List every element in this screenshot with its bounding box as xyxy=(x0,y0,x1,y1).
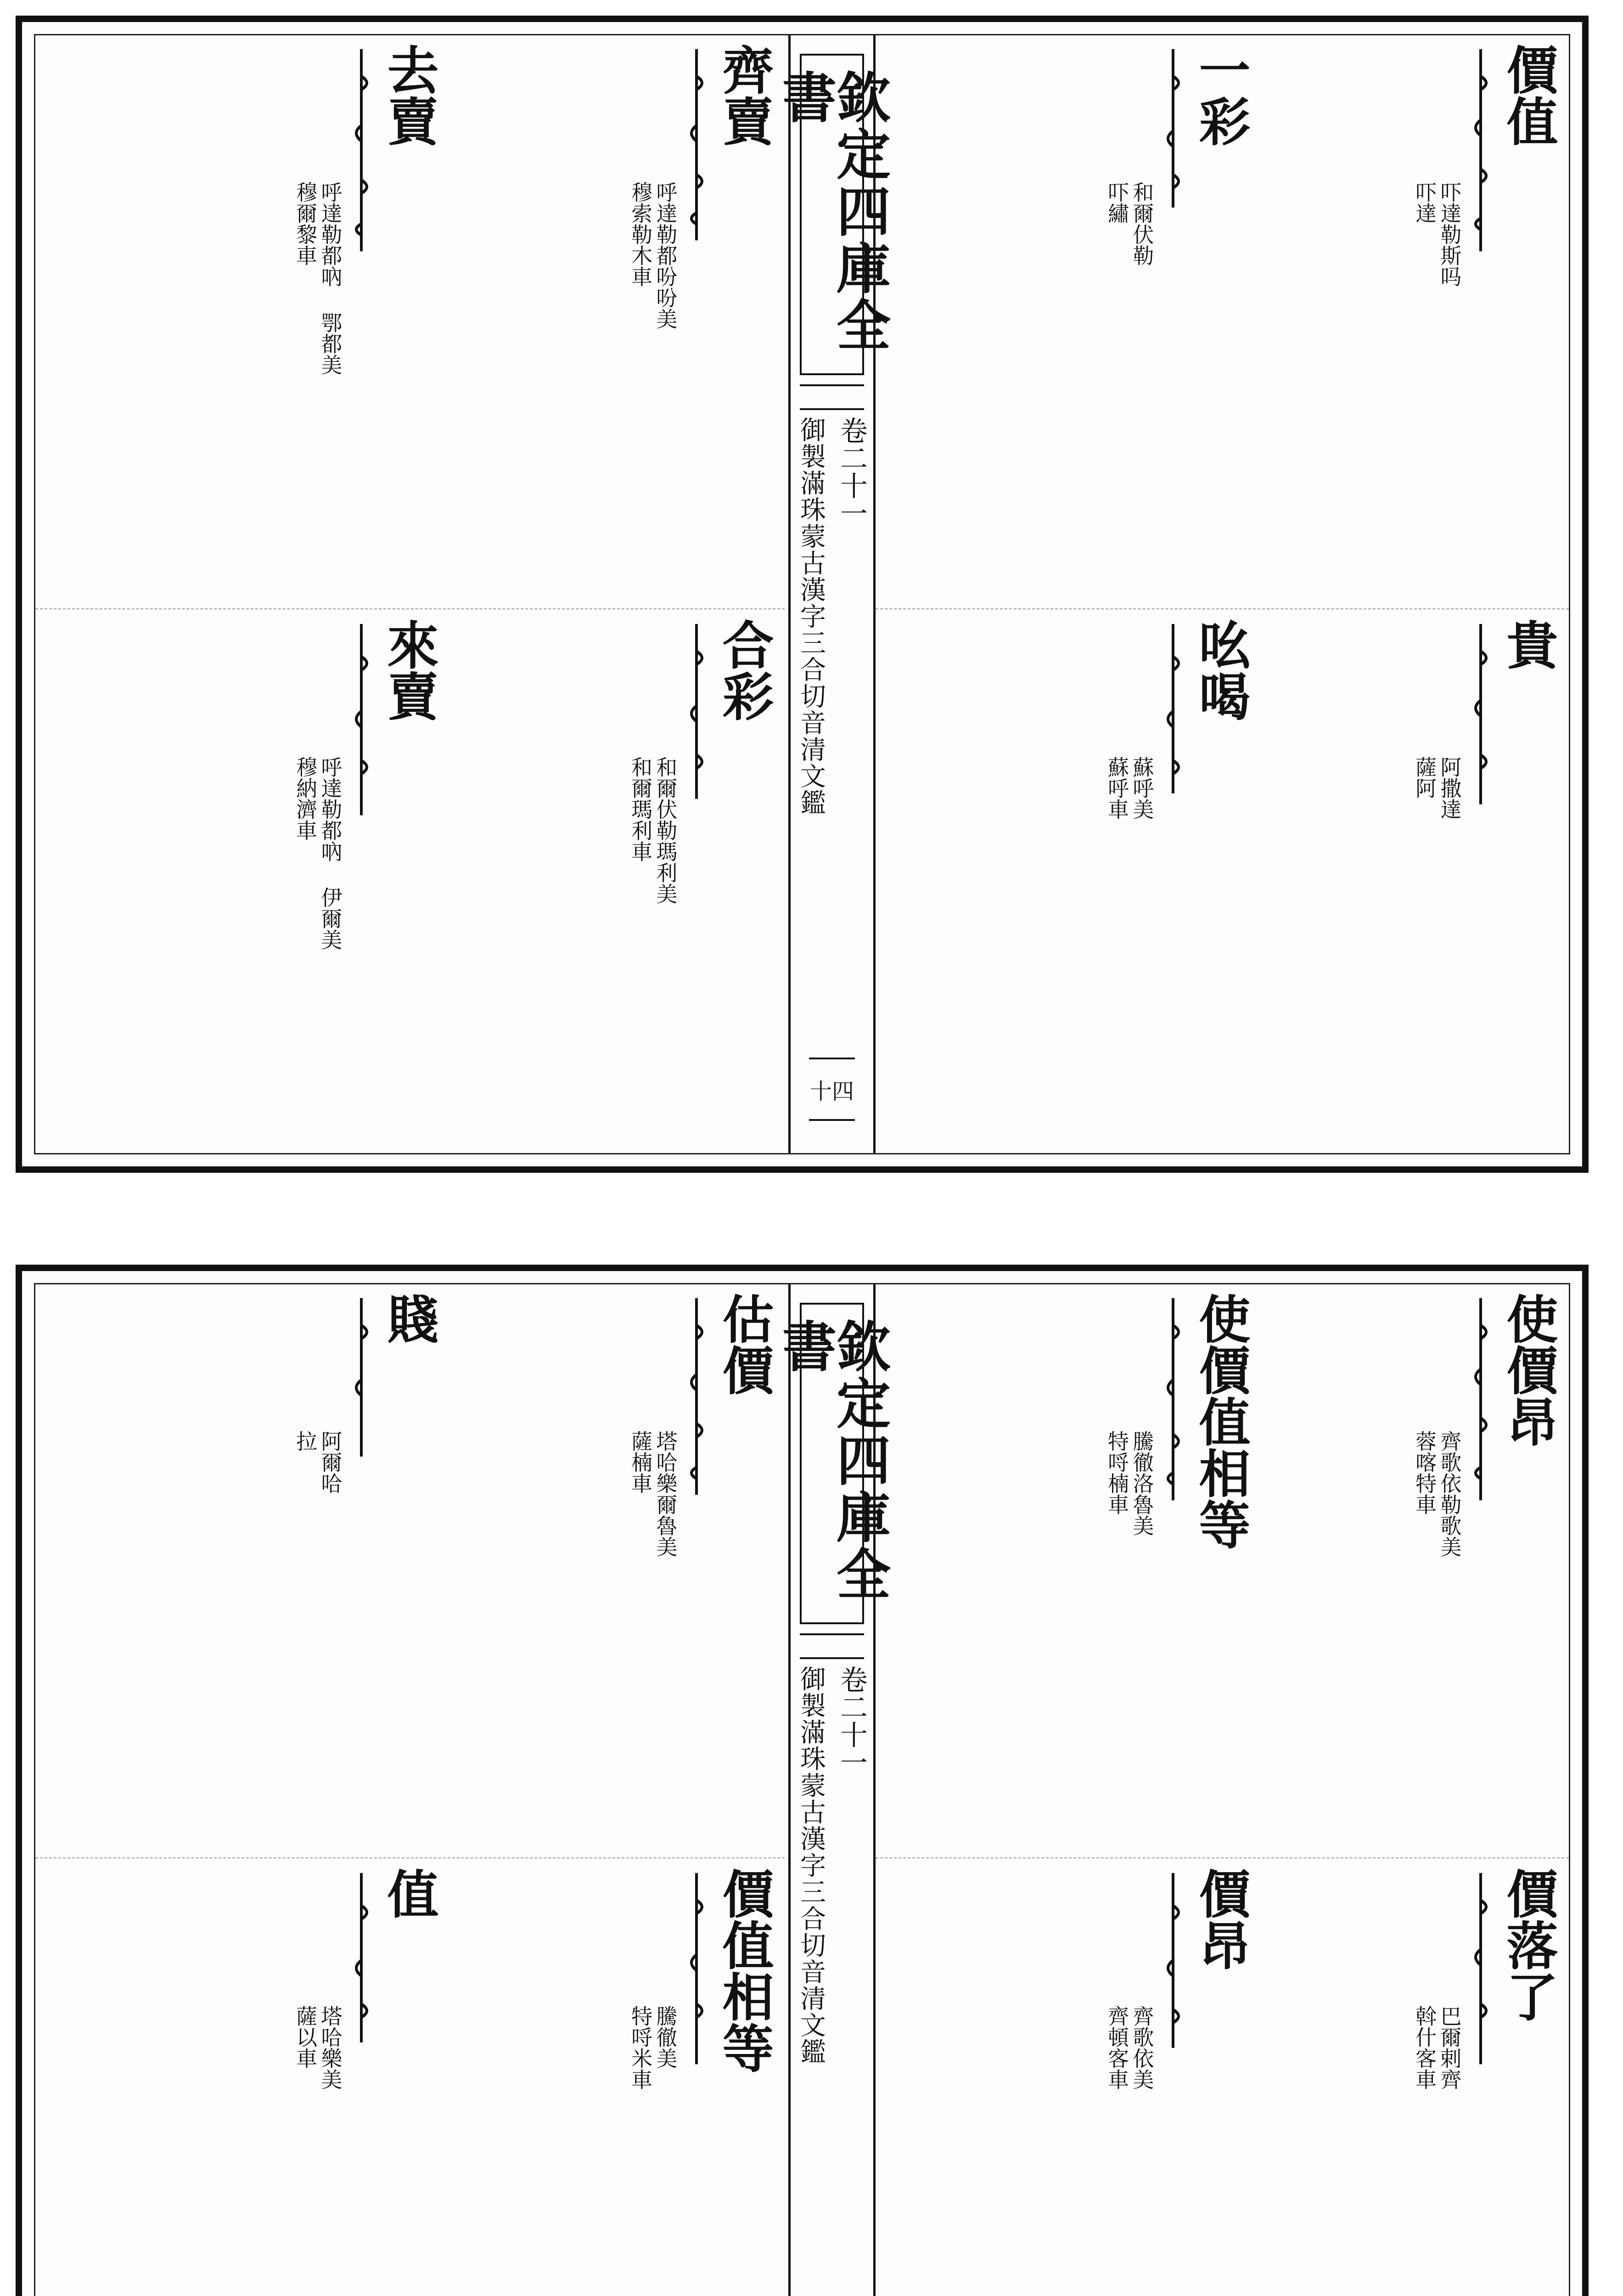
gloss-column xyxy=(629,1293,677,1839)
entry xyxy=(628,44,774,590)
transliteration: 塔哈樂美 xyxy=(318,2005,343,2090)
transliteration: 特哷米車 xyxy=(628,2005,653,2090)
register-divider xyxy=(876,1857,1569,1858)
transliteration: 和爾瑪利車 xyxy=(628,756,653,862)
headword: 齊賣 xyxy=(714,44,774,146)
gloss-column xyxy=(1414,44,1461,590)
manchu-script xyxy=(683,619,710,1165)
manchu-script xyxy=(1467,1293,1494,1839)
gloss-column xyxy=(1106,1293,1153,1839)
register-divider xyxy=(35,608,785,609)
manchu-script xyxy=(1467,44,1494,590)
gloss-column xyxy=(294,619,342,1165)
entry xyxy=(628,619,774,1165)
running-title-box xyxy=(773,54,891,375)
transliteration: 呼達勒都吩吩美 xyxy=(653,181,678,329)
page-number: 十四 xyxy=(809,1058,855,1121)
transliteration: 和爾伏勒瑪利美 xyxy=(653,756,678,904)
subtitle-block xyxy=(797,1666,867,2240)
gloss-column xyxy=(1106,44,1153,590)
headword: 價昂 xyxy=(1191,1868,1251,1970)
left-half-bottom xyxy=(35,1284,785,2296)
transliteration: 阿爾哈 xyxy=(318,1430,343,1494)
gloss-column xyxy=(1106,619,1153,1165)
transliteration: 呼達勒都吶 鄂都美 xyxy=(318,181,343,375)
transliteration: 穆納濟車 xyxy=(293,756,318,841)
running-title: 欽定四庫全書 xyxy=(773,1318,891,1603)
scan-page-top xyxy=(16,16,1589,1173)
transliteration: 斡什客車 xyxy=(1412,2005,1438,2090)
headword: 吆喝 xyxy=(1191,619,1251,721)
register-divider xyxy=(876,608,1569,609)
transliteration: 薩楠車 xyxy=(628,1430,653,1494)
entry xyxy=(628,1293,774,1839)
manchu-script xyxy=(1467,619,1494,1165)
transliteration: 塔哈樂爾魯美 xyxy=(653,1430,678,1557)
transliteration: 吓達勒斯吗 xyxy=(1437,181,1462,287)
headword: 使價昂 xyxy=(1498,1293,1558,1447)
entry xyxy=(293,44,439,590)
manchu-script xyxy=(683,1293,710,1839)
headword: 價落了 xyxy=(1498,1868,1558,2022)
entry xyxy=(1105,44,1251,590)
transliteration: 齊頓客車 xyxy=(1105,2005,1130,2090)
gloss-column xyxy=(629,619,677,1165)
headword: 來賣 xyxy=(379,619,439,721)
subtitle-block xyxy=(797,416,867,990)
manchu-script xyxy=(348,44,375,590)
transliteration: 穆爾黎車 xyxy=(293,181,318,266)
gloss-column xyxy=(294,44,342,590)
manchu-script xyxy=(348,619,375,1165)
running-title: 欽定四庫全書 xyxy=(773,69,891,354)
running-title-box xyxy=(773,1303,891,1624)
transliteration: 蘇呼美 xyxy=(1129,756,1155,820)
gloss-column xyxy=(1414,1293,1461,1839)
transliteration: 薩阿 xyxy=(1412,756,1438,799)
manchu-script xyxy=(348,1868,375,2296)
scan-page-bottom xyxy=(16,1265,1589,2296)
headword: 價值 xyxy=(1498,44,1558,146)
transliteration: 蓉喀特車 xyxy=(1412,1430,1438,1515)
gloss-column xyxy=(1414,619,1461,1165)
transliteration: 騰徹美 xyxy=(653,2005,678,2069)
manchu-script xyxy=(683,1868,710,2296)
book-title: 御製滿珠蒙古漢字三合切音清文鑑 xyxy=(796,1666,826,2065)
entry xyxy=(1412,44,1558,590)
headword: 一彩 xyxy=(1191,44,1251,146)
left-half-top xyxy=(35,35,785,1153)
headword: 賤 xyxy=(379,1293,439,1344)
gloss-column xyxy=(629,1868,677,2296)
entry xyxy=(293,619,439,1165)
entry xyxy=(1105,1868,1251,2296)
manchu-script xyxy=(1467,1868,1494,2296)
book-title: 御製滿珠蒙古漢字三合切音清文鑑 xyxy=(796,416,826,816)
headword: 估價 xyxy=(714,1293,774,1396)
headword: 去賣 xyxy=(379,44,439,146)
manchu-script xyxy=(1159,619,1187,1165)
entry xyxy=(628,1868,774,2296)
transliteration: 穆索勒木車 xyxy=(628,181,653,287)
entry xyxy=(1105,619,1251,1165)
gloss-column xyxy=(1414,1868,1461,2296)
page-frame xyxy=(34,34,1570,1154)
transliteration: 薩以車 xyxy=(293,2005,318,2069)
entry xyxy=(293,1293,439,1839)
transliteration: 蘇呼車 xyxy=(1105,756,1130,820)
center-gutter xyxy=(773,1284,891,2296)
gloss-column xyxy=(294,1868,342,2296)
transliteration: 阿撒達 xyxy=(1437,756,1462,820)
entry xyxy=(1412,1293,1558,1839)
entry xyxy=(293,1868,439,2296)
manchu-script xyxy=(683,44,710,590)
transliteration: 巴爾剌齊 xyxy=(1437,2005,1462,2090)
transliteration: 齊歌依美 xyxy=(1129,2005,1155,2090)
register-divider xyxy=(35,1857,785,1858)
manchu-script xyxy=(1159,1868,1187,2296)
center-gutter xyxy=(773,35,891,1153)
gloss-column xyxy=(1106,1868,1153,2296)
manchu-script xyxy=(1159,44,1187,590)
headword: 貴 xyxy=(1498,619,1558,670)
transliteration: 騰徹洛魯美 xyxy=(1129,1430,1155,1536)
fishtail-mark xyxy=(800,384,864,410)
transliteration: 呼達勒都吶 伊爾美 xyxy=(318,756,343,950)
transliteration: 吓達 xyxy=(1412,181,1438,224)
transliteration: 齊歌依勒歌美 xyxy=(1437,1430,1462,1557)
gloss-column xyxy=(294,1293,342,1839)
volume-label: 卷二十一 xyxy=(836,416,868,527)
gloss-column xyxy=(629,44,677,590)
transliteration: 吓繡 xyxy=(1105,181,1130,224)
right-half-bottom xyxy=(876,1284,1569,2296)
headword: 價值相等 xyxy=(714,1868,774,2073)
headword: 值 xyxy=(379,1868,439,1919)
manchu-script xyxy=(1159,1293,1187,1839)
manchu-script xyxy=(348,1293,375,1839)
transliteration: 拉 xyxy=(293,1430,318,1452)
page-frame xyxy=(34,1283,1570,2296)
fishtail-mark xyxy=(800,1633,864,1659)
headword: 合彩 xyxy=(714,619,774,721)
right-half-top xyxy=(876,35,1569,1153)
entry xyxy=(1412,1868,1558,2296)
volume-label: 卷二十一 xyxy=(836,1666,868,1776)
transliteration: 特哷楠車 xyxy=(1105,1430,1130,1515)
entry xyxy=(1105,1293,1251,1839)
headword: 使價值相等 xyxy=(1191,1293,1251,1550)
transliteration: 和爾伏勒 xyxy=(1129,181,1155,266)
entry xyxy=(1412,619,1558,1165)
